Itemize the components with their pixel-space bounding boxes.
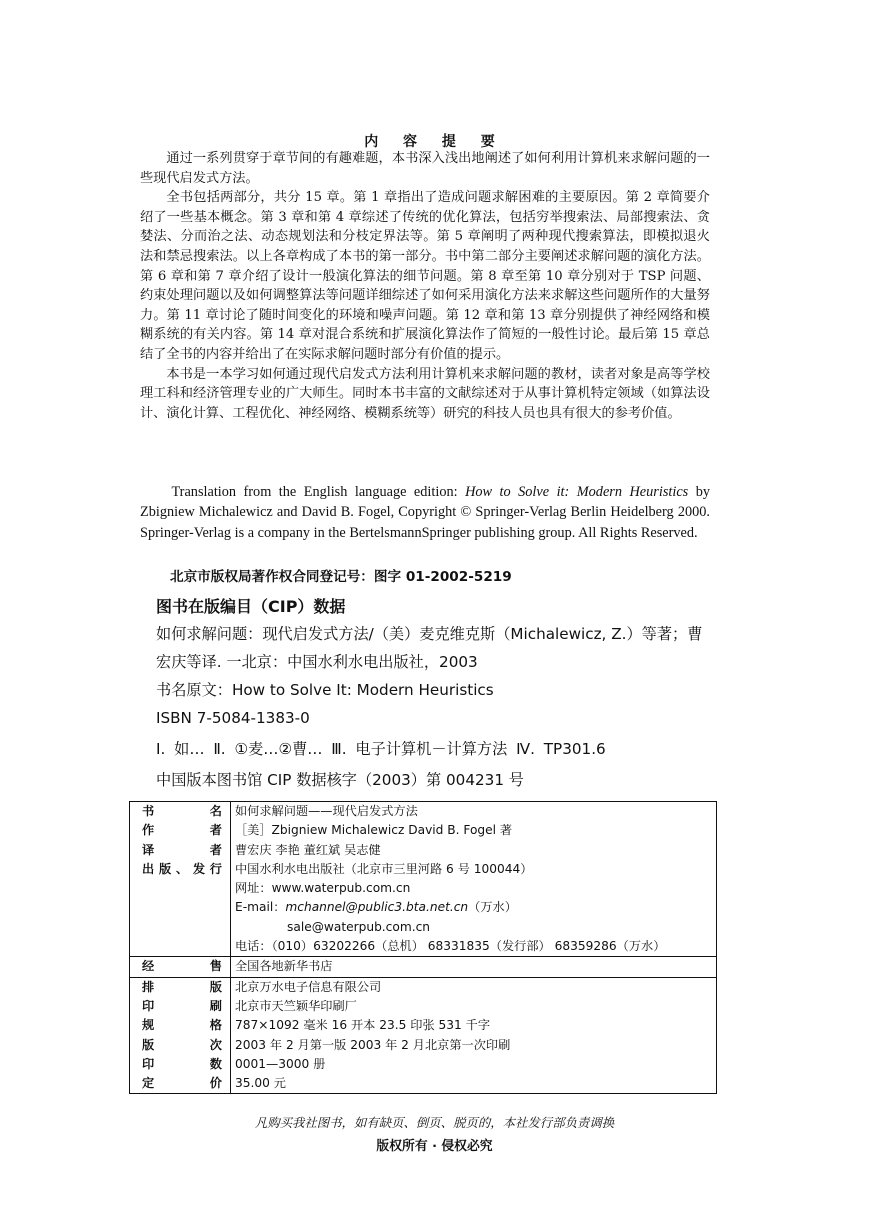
info-row-price (130, 1074, 717, 1094)
cip-core-data: 中国版本图书馆 CIP 数据核字（2003）第 004231 号 (156, 771, 524, 789)
info-label: 排 版 (130, 977, 231, 997)
website-link[interactable]: www.waterpub.com.cn (271, 881, 411, 896)
info-row-typeset (130, 977, 717, 997)
rights-notice: 版权所有 · 侵权必究 (376, 1139, 493, 1154)
summary-title: 内 容 提 要 (364, 134, 505, 150)
publication-info-table (129, 801, 717, 1094)
info-row-edition (130, 1036, 717, 1055)
info-row-print (130, 997, 717, 1016)
info-label: 定 价 (130, 1074, 231, 1094)
info-value: 北京万水电子信息有限公司 (231, 977, 717, 997)
info-row-book (130, 802, 717, 822)
translation-rest: by Zbigniew Michalewicz and David B. Fogel, Copyright © Springer-Verlag Berlin Heidelberg 2000. Springer-Verlag is a company in the BertelsmannSpringer publishing group. All Rights Reserved. (140, 484, 710, 541)
cip-heading: 图书在版编目（CIP）数据 (156, 597, 346, 616)
summary-body (140, 149, 710, 423)
info-value: 787×1092 毫米 16 开本 23.5 印张 531 千字 (235, 1018, 491, 1033)
info-row-translator (130, 841, 717, 860)
info-label: 印 数 (130, 1055, 231, 1074)
copyright-registration: 北京市版权局著作权合同登记号：图字 01-2002-5219 (170, 569, 512, 585)
email-label: E-mail： (235, 900, 286, 915)
cip-isbn: ISBN 7-5084-1383-0 (156, 709, 310, 727)
info-value: 北京市天竺颖华印刷厂 (235, 998, 357, 1013)
summary-paragraph-3: 本书是一本学习如何通过现代启发式方法利用计算机来求解问题的教材，读者对象是高等学校理工科和经济管理专业的广大师生。同时本书丰富的文献综述对于从事计算机特定领域（如算法设计、演化计算、工程优化、神经网络、模糊系统等）研究的科技人员也具有很大的参考价值。 (140, 366, 710, 421)
info-value: 2003 年 2 月第一版 2003 年 2 月北京第一次印刷 (235, 1037, 511, 1052)
info-row-spec (130, 1016, 717, 1035)
info-row-seller (130, 957, 717, 977)
translation-notice (140, 482, 710, 543)
info-phone: 电话：（010）63202266（总机） 68331835（发行部） 68359286（万水） (235, 939, 666, 954)
original-book-title: How to Solve it: Modern Heuristics (465, 484, 689, 500)
info-label: 书 名 (130, 802, 231, 822)
info-row-publisher (130, 860, 717, 879)
info-row-email (130, 898, 717, 917)
website-label: 网址： (235, 881, 272, 896)
info-row-count (130, 1055, 717, 1074)
email-link-2[interactable]: sale@waterpub.com.cn (287, 919, 431, 934)
info-label: 版 次 (130, 1036, 231, 1055)
summary-paragraph-2: 全书包括两部分，共分 15 章。第 1 章指出了造成问题求解困难的主要原因。第 2 章简要介绍了一些基本概念。第 3 章和第 4 章综述了传统的优化算法，包括穷举搜索法、局部搜索法、贪婪法、分而治之法、动态规划法和分枝定界法等。第 5 章阐明了两种现代搜索算法，即模拟退火法和禁忌搜索法。以上各章构成了本书的第一部分。书中第二部分主要阐述求解问题的演化方法。第 6 章和第 7 章介绍了设计一般演化算法的细节问题。第 8 章至第 10 章分别对于 TSP 问题、约束处理问题以及如何调整算法等问题详细综述了如何采用演化方法来求解这些问题所作的大量努力。第 11 章讨论了随时间变化的环境和噪声问题。第 12 章和第 13 章分别提供了神经网络和模糊系统的有关内容。第 14 章对混合系统和扩展演化算法作了简短的一般性讨论。最后第 15 章总结了全书的内容并给出了在实际求解问题时部分有价值的提示。 (140, 190, 710, 362)
info-label: 译 者 (130, 841, 231, 860)
email-link-1[interactable]: mchannel@public3.bta.net.cn (285, 900, 469, 915)
info-label: 作 者 (130, 821, 231, 840)
cip-classification: Ⅰ. 如… Ⅱ. ①麦…②曹… Ⅲ. 电子计算机－计算方法 Ⅳ. TP301.6 (156, 740, 606, 758)
info-label: 印 刷 (130, 997, 231, 1016)
info-value: ［美］Zbigniew Michalewicz David B. Fogel 著 (235, 823, 513, 838)
info-label: 经 售 (130, 957, 231, 977)
info-value: 35.00 元 (235, 1076, 286, 1091)
info-row-email-2 (130, 918, 717, 937)
info-value: 中国水利水电出版社（北京市三里河路 6 号 100044） (235, 861, 533, 876)
translation-lead: Translation from the English language edition: (171, 484, 466, 500)
info-value: 曹宏庆 李艳 董红斌 吴志健 (235, 842, 381, 857)
info-label: 规 格 (130, 1016, 231, 1035)
cip-original-title: 书名原文：How to Solve It: Modern Heuristics (156, 681, 494, 699)
replacement-note: 凡购买我社图书，如有缺页、倒页、脱页的，本社发行部负责调换 (254, 1115, 615, 1130)
email-note: （万水） (468, 900, 517, 915)
info-value: 全国各地新华书店 (231, 957, 717, 977)
info-value: 0001—3000 册 (235, 1056, 326, 1071)
info-row-phone (130, 937, 717, 957)
cip-title-line: 如何求解问题：现代启发式方法/（美）麦克维克斯（Michalewicz, Z.）等著；曹宏庆等译. 一北京：中国水利水电出版社，2003 (156, 625, 703, 671)
summary-paragraph-1: 通过一系列贯穿于章节间的有趣难题，本书深入浅出地阐述了如何利用计算机来求解问题的一些现代启发式方法。 (140, 151, 710, 186)
info-row-author (130, 821, 717, 840)
info-value: 如何求解问题——现代启发式方法 (235, 804, 418, 818)
info-label: 出版、发行 (130, 860, 231, 879)
info-row-website (130, 879, 717, 898)
